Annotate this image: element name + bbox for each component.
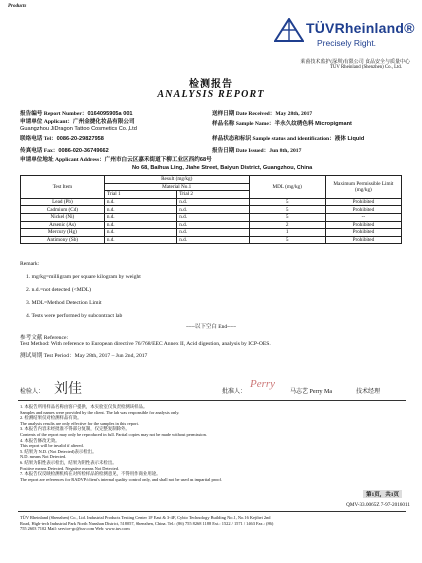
reference-label: 参考文献 Reference: <box>20 335 68 341</box>
applicant-row <box>20 119 135 126</box>
tel-label: 联络电话 Tel： <box>20 136 57 142</box>
approved-by-label: 批准人： <box>222 389 247 395</box>
cell-mdl: 5 <box>249 236 325 244</box>
tester-signature: 刘佳 <box>54 381 82 397</box>
divider <box>18 400 406 401</box>
table-row <box>21 229 402 237</box>
cell-trial-1: n.d. <box>104 213 176 221</box>
note-line: The report are references for RADVP/client's internal quality control only, and shall not be used as impartial proof. <box>20 476 223 482</box>
date-received-row <box>212 111 312 118</box>
cell-mdl: 5 <box>249 206 325 214</box>
cell-trial-2: n.d. <box>177 221 249 229</box>
date-issued-label: 报告日期 Date Issued： <box>212 148 270 154</box>
cell-trial-2: n.d. <box>177 198 249 206</box>
cell-trial-1: n.d. <box>104 236 176 244</box>
date-issued: Jun 8th, 2017 <box>269 148 302 154</box>
approver-title: 技术经理 <box>356 389 381 395</box>
table-row <box>21 206 402 214</box>
document-number: QMV-33.0065Z 7-97-2016011 <box>346 502 410 508</box>
cell-mdl: 1 <box>249 229 325 237</box>
cell-item: Nickel (Ni) <box>21 213 105 221</box>
cell-trial-2: n.d. <box>177 213 249 221</box>
note-line: 5. 结果为 N.D. (Not Detected)表示检出。 <box>20 448 97 454</box>
remark-item: 3. MDL=Method Detection Limit <box>26 300 102 306</box>
report-number: 0164095905a 001 <box>87 111 133 117</box>
tel-row <box>20 136 104 143</box>
table-row <box>21 213 402 221</box>
cell-trial-1: n.d. <box>104 198 176 206</box>
table-row <box>21 198 402 206</box>
note-line: Samples and names were provided by the client. The lab was responsible for analysis only. <box>20 409 180 415</box>
note-line: 3. 本报告内容未经批准不得部分复制，仅完整复制除外。 <box>20 426 130 432</box>
cell-mdl: 2 <box>249 221 325 229</box>
applicant-en: Guangzhou JiDragon Tattoo Cosmetics Co.,Ltd <box>20 126 137 132</box>
cell-mdl: 5 <box>249 198 325 206</box>
note-line: Contents of the report may only be reproduced in full. Partial copies may not be made without permission. <box>20 431 207 437</box>
footer <box>20 515 408 532</box>
address-row <box>20 157 212 164</box>
tuv-triangle-icon <box>274 18 304 42</box>
tuv-logo <box>272 16 415 56</box>
cell-max: Prohibited <box>325 198 401 206</box>
note-line: 7. 本报告仅反映检测机构在对所检样品的检测意见，不得用作商业用途。 <box>20 471 161 477</box>
cell-trial-2: n.d. <box>177 206 249 214</box>
fax-row <box>20 148 109 155</box>
applicant-label: 申请单位 Applicant： <box>20 119 73 125</box>
note-line: The analysis results are only effective for the samples in this report. <box>20 420 139 426</box>
note-line: This report will be invalid if altered. <box>20 443 84 449</box>
th-test-item: Test Item <box>21 176 105 199</box>
sample-name-label: 样品名称 Sample Name： <box>212 121 275 127</box>
note-line: Positive means Detected. Negative means Not Detected. <box>20 465 119 471</box>
remarks-section <box>20 258 141 323</box>
th-mdl: MDL (mg/kg) <box>249 176 325 199</box>
report-number-row <box>20 111 133 118</box>
cell-max: Prohibited <box>325 206 401 214</box>
note-line: N.D. means Not Detected. <box>20 454 67 460</box>
cell-max: Prohibited <box>325 229 401 237</box>
note-line: 4. 本报告修改无效。 <box>20 437 60 443</box>
date-issued-row <box>212 148 301 155</box>
brand-tagline: Precisely Right. <box>317 38 377 48</box>
note-line: 6. 结果为阳性表示检出，结果为阴性表示未检出。 <box>20 459 117 465</box>
date-received-label: 送样日期 Date Received： <box>212 111 276 117</box>
note-line: 1. 本报告所用样品名称由客户提供，本实验室仅负责检测该样品。 <box>20 404 148 409</box>
applicant-cn: 广州金捷化妆品有限公司 <box>73 119 135 125</box>
cell-item: Lead (Pb) <box>21 198 105 206</box>
remark-item: 4. Tests were performed by subcontract lab <box>26 313 123 319</box>
th-trial-2: Trial 2 <box>177 191 249 199</box>
notes-section <box>20 404 400 482</box>
test-period <box>20 351 147 359</box>
cell-max: -- <box>325 213 401 221</box>
lab-name-en: TÜV Rheinland (Shenzhen) Co., Ltd. <box>330 65 402 70</box>
divider <box>18 511 406 512</box>
cell-mdl: 5 <box>249 213 325 221</box>
table-row <box>21 221 402 229</box>
cell-item: Cadmium (Cd) <box>21 206 105 214</box>
approver-name: 马志艺 Perry Ma <box>290 389 332 395</box>
report-number-label: 报告编号 Report Number： <box>20 111 88 117</box>
cell-trial-1: n.d. <box>104 206 176 214</box>
th-result: Result (mg/kg) <box>104 176 249 184</box>
remark-item: 1. mg/kg=milligram per square kilogram by weight <box>26 274 141 280</box>
fax-label: 传真电话 Fax： <box>20 148 59 154</box>
reference-text: Test Method: With reference to European directive 76/768/EEC Annex II, Acid digestion, analysis by ICP-OES. <box>20 341 271 347</box>
footer-line: Road, High-tech Industrial Park North Nanshan District, 518057, Shenzhen, China. Tel.: (86) 755 8268 1188 Ext.: 1522 / 1571 / 1463 Fax.: (86) <box>20 520 274 526</box>
tested-by-label: 检验人： <box>20 389 45 395</box>
results-table <box>20 175 402 244</box>
cell-trial-1: n.d. <box>104 221 176 229</box>
cell-max: Prohibited <box>325 236 401 244</box>
test-period-label: 测试周期 Test Period： <box>20 353 75 359</box>
date-received: May 28th, 2017 <box>275 111 313 117</box>
signature-row <box>20 380 400 400</box>
sample-name: 半永久纹绣色料 Micropigmant <box>274 121 352 127</box>
th-material: Material No.1 <box>104 183 249 191</box>
remark-item: 2. n.d.=not detected (<MDL) <box>26 287 92 293</box>
address-label: 申请单位地址 Applicant Address： <box>20 157 105 163</box>
cell-item: Arsenic (As) <box>21 221 105 229</box>
products-label: Products <box>8 4 27 9</box>
note-line: 2. 检测结果仅对检测样品有效。 <box>20 415 82 421</box>
sample-name-row <box>212 121 352 128</box>
sample-status-label: 样品状态和标识 Sample status and identification： <box>212 136 335 142</box>
test-period-value: May 28th, 2017 – Jun 2nd, 2017 <box>74 353 148 359</box>
approver-signature: Perry <box>250 378 276 390</box>
report-title-en: ANALYSIS REPORT <box>157 89 265 100</box>
fax: 0086-020-36749662 <box>58 148 109 154</box>
end-marker: ~~~以下空白 End~~~ <box>185 324 237 330</box>
sample-status: 液体 Liquid <box>334 136 365 142</box>
address-cn: 广州市白云区嘉禾街道下柳工业区西约68号 <box>104 157 212 163</box>
remarks-title: Remark: <box>20 261 40 267</box>
lab-name-cn: 莱茵技术监护(深圳)有限公司 食品安全与质量中心 <box>300 60 410 65</box>
cell-max: Prohibited <box>325 221 401 229</box>
cell-trial-1: n.d. <box>104 229 176 237</box>
address-en: No 68, Baihua Ling, Jiahe Street, Baiyun District, Guangzhou, China <box>132 165 313 171</box>
cell-trial-2: n.d. <box>177 236 249 244</box>
cell-item: Mercury (Hg) <box>21 229 105 237</box>
report-title-cn: 检测报告 <box>189 79 233 90</box>
page-number: 第1页，共1页 <box>363 490 402 498</box>
footer-line: TÜV Rheinland (Shenzhen) Co., Ltd. Industrial Products Testing Center 1F East & 3-4F, Cybio Technology Building No.1, No.16 Kejibei 2nd <box>20 515 271 520</box>
th-trial-1: Trial 1 <box>104 191 176 199</box>
tel: 0086-20-29827958 <box>56 136 104 142</box>
cell-trial-2: n.d. <box>177 229 249 237</box>
th-max-limit: Maximum Permissible Limit (mg/kg) <box>325 176 401 199</box>
footer-line: 755 2603 7102 Mail: service-gc@tuv.com Web: www.tuv.com <box>20 526 130 532</box>
brand-name: TÜVRheinland® <box>306 20 415 36</box>
cell-item: Antimony (Sb) <box>21 236 105 244</box>
table-row <box>21 236 402 244</box>
sample-status-row <box>212 136 364 143</box>
